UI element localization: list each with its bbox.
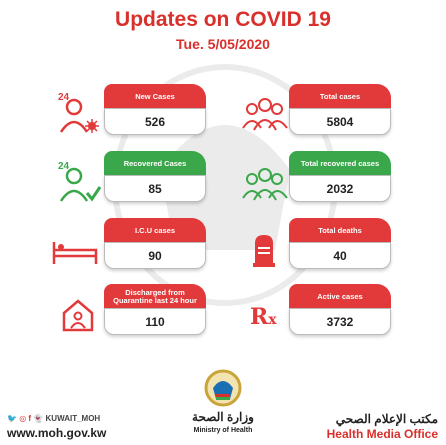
- deaths-label: Total deaths: [289, 218, 391, 244]
- total-recovered-card: [289, 151, 391, 203]
- twitter-icon[interactable]: 🐦: [7, 414, 17, 423]
- active-cases-value: 3732: [289, 308, 391, 335]
- report-date: Tue. 5/05/2020: [176, 36, 270, 52]
- instagram-icon[interactable]: ◎: [19, 414, 27, 423]
- recovered-label: Recovered Cases: [104, 151, 206, 177]
- ministry-name-arabic: وزارة الصحة: [192, 410, 254, 424]
- page-title: Updates on COVID 19: [115, 8, 331, 31]
- new-cases-label: New Cases: [104, 84, 206, 110]
- hospital-bed-icon: [52, 240, 98, 266]
- recovered-value: 85: [104, 175, 206, 202]
- total-cases-label: Total cases: [289, 84, 391, 110]
- total-recovered-value: 2032: [289, 175, 391, 202]
- recovered-card: [104, 151, 206, 203]
- total-recovered-label: Total recovered cases: [289, 151, 391, 177]
- icu-value: 90: [104, 242, 206, 269]
- ministry-emblem-icon: [204, 368, 242, 408]
- people-virus-icon: [241, 96, 289, 134]
- icu-card: [104, 218, 206, 270]
- gravestone-icon: [252, 233, 276, 267]
- new-cases-value: 526: [104, 108, 206, 135]
- prescription-icon: Rx: [250, 304, 277, 330]
- people-check-icon: [241, 166, 289, 204]
- discharged-value: 110: [104, 308, 206, 335]
- deaths-card: [289, 218, 391, 270]
- discharged-card: [104, 284, 206, 336]
- total-cases-card: [289, 84, 391, 136]
- discharged-label: Discharged from Quarantine last 24 hour: [104, 284, 206, 310]
- ministry-name-english: Ministry of Health: [193, 427, 253, 434]
- snapchat-icon[interactable]: 👻: [33, 414, 44, 423]
- deaths-value: 40: [289, 242, 391, 269]
- total-cases-value: 5804: [289, 108, 391, 135]
- office-name-arabic: مكتب الإعلام الصحي: [335, 412, 438, 426]
- social-handle: KUWAIT_MOH: [45, 414, 101, 423]
- last-24h-badge: 24: [58, 161, 70, 172]
- active-cases-card: [289, 284, 391, 336]
- new-cases-card: [104, 84, 206, 136]
- facebook-icon[interactable]: f: [28, 414, 32, 423]
- website-link[interactable]: www.moh.gov.kw: [7, 426, 107, 440]
- last-24h-badge: 24: [58, 92, 70, 103]
- active-cases-label: Active cases: [289, 284, 391, 310]
- quarantine-house-icon: [61, 298, 95, 332]
- office-name-english: Health Media Office: [326, 427, 438, 441]
- icu-label: I.C.U cases: [104, 218, 206, 244]
